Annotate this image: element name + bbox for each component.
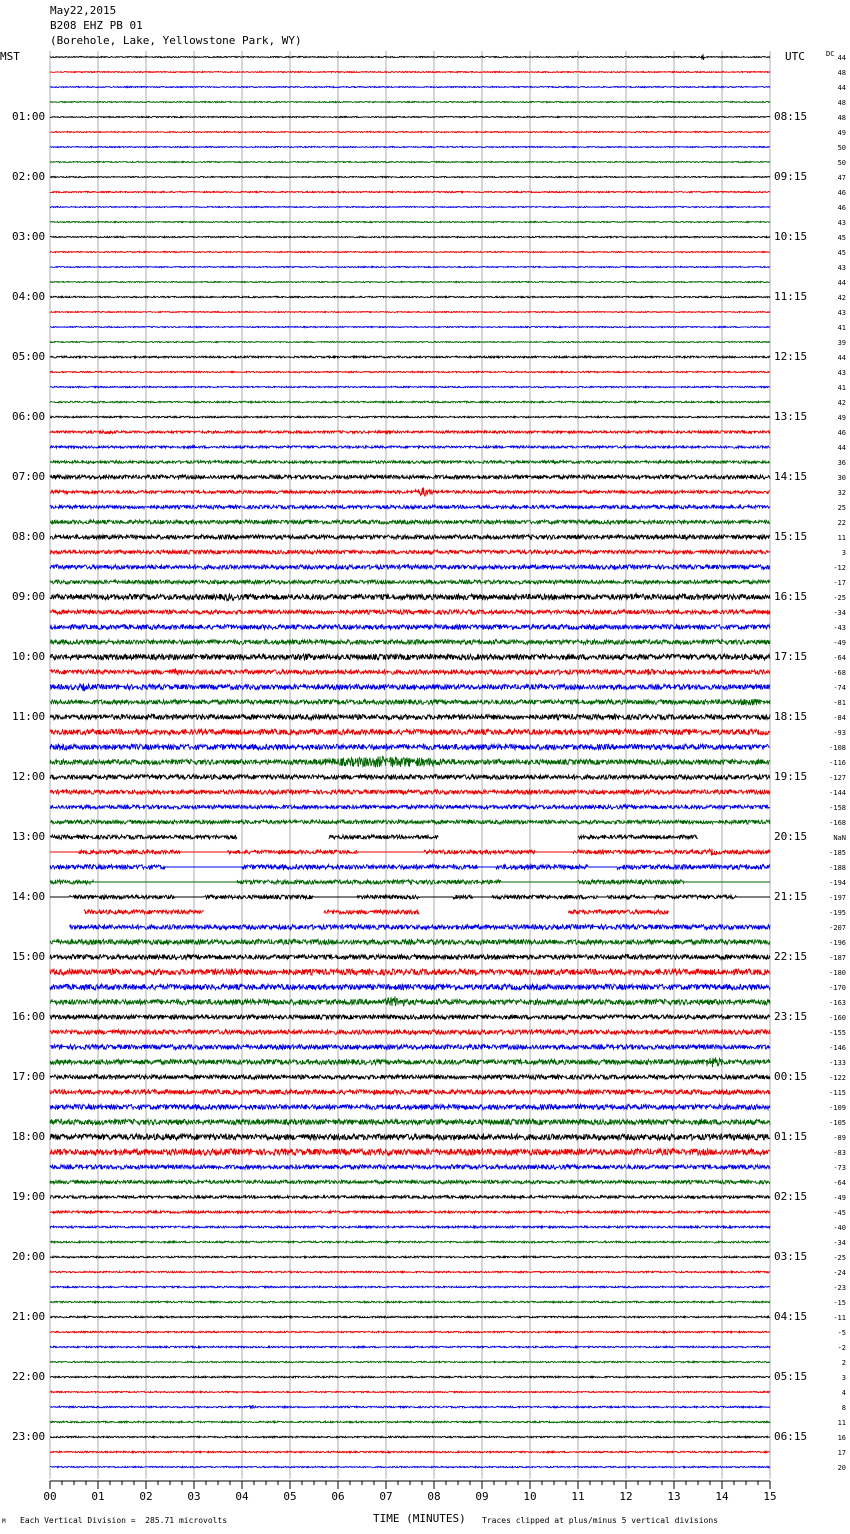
x-tick-label: 07 [379,1490,393,1503]
trace-row-27 [50,461,770,464]
left-hour-label: 18:00 [12,1130,46,1143]
x-tick-label: 05 [283,1490,297,1503]
dc-offset-label: 11 [837,534,846,542]
dc-offset-label: 46 [837,204,846,212]
trace-row-93 [50,1451,770,1453]
trace-row-31 [50,520,770,524]
trace-row-66 [50,1045,770,1050]
dc-offset-label: 44 [837,84,846,92]
trace-row-48 [50,775,770,780]
dc-offset-label: 50 [837,159,846,167]
dc-offset-label: 43 [837,219,846,227]
trace-row-18 [50,326,770,327]
right-hour-label: 15:15 [774,530,808,543]
trace-row-80 [50,1256,770,1258]
dc-offset-label: -84 [833,714,846,722]
dc-offset-label: 41 [837,384,846,392]
dc-offset-label: -168 [829,819,846,827]
right-hour-label: 16:15 [774,590,808,603]
dc-offset-label: 43 [837,264,846,272]
trace-row-20 [50,356,770,358]
dc-label: DC [826,50,835,58]
right-hour-label: 02:15 [774,1190,808,1203]
scale-note: Each Vertical Division = 285.71 microvolts [20,1516,228,1525]
trace-row-44 [50,714,770,719]
dc-offset-label: -34 [833,609,846,617]
dc-offset-label: -12 [833,564,846,572]
dc-offset-label: -163 [829,999,846,1007]
trace-row-90 [50,1405,770,1408]
trace-row-0 [50,55,770,60]
dc-offset-label: -146 [829,1044,846,1052]
trace-row-58 [70,925,771,930]
dc-offset-label: -108 [829,744,846,752]
dc-offset-label: -197 [829,894,846,902]
trace-row-29 [50,487,770,496]
dc-offset-label: -188 [829,864,846,872]
left-hour-label: 05:00 [12,350,46,363]
dc-offset-label: 22 [837,519,846,527]
dc-offset-label: 41 [837,324,846,332]
trace-row-61 [50,968,770,975]
clip-note: Traces clipped at plus/minus 5 vertical divisions [482,1516,719,1525]
trace-row-70 [50,1104,770,1109]
x-tick-label: 03 [187,1490,201,1503]
dc-offset-label: 20 [837,1464,846,1472]
trace-row-88 [50,1376,770,1378]
dc-offset-label: -23 [833,1284,846,1292]
left-hour-label: 17:00 [12,1070,46,1083]
x-tick-label: 08 [427,1490,441,1503]
trace-row-33 [50,550,770,554]
trace-row-65 [50,1030,770,1035]
dc-offset-label: -170 [829,984,846,992]
dc-offset-label: -115 [829,1089,846,1097]
trace-row-79 [50,1241,770,1243]
dc-offset-label: -43 [833,624,846,632]
right-hour-label: 03:15 [774,1250,808,1263]
x-tick-label: 15 [763,1490,777,1503]
dc-offset-label: 2 [841,1359,846,1367]
left-hour-label: 04:00 [12,290,46,303]
dc-offset-label: -180 [829,969,846,977]
trace-row-71 [50,1119,770,1125]
trace-row-36 [50,593,770,600]
left-hour-label: 15:00 [12,950,46,963]
trace-row-78 [50,1226,770,1228]
left-hour-label: 02:00 [12,170,46,183]
trace-row-69 [50,1090,770,1095]
left-hour-label: 21:00 [12,1310,46,1323]
trace-row-35 [50,580,770,584]
trace-row-84 [50,1316,770,1318]
dc-offset-label: 46 [837,189,846,197]
trace-row-56 [50,895,770,899]
dc-offset-label: -194 [829,879,846,887]
trace-row-86 [50,1346,770,1348]
dc-offset-label: 45 [837,249,846,257]
trace-row-30 [50,505,770,509]
trace-row-40 [50,654,770,661]
trace-row-45 [50,729,770,735]
trace-row-13 [50,251,770,252]
dc-offset-label: 30 [837,474,846,482]
dc-offset-label: 46 [837,429,846,437]
trace-row-73 [50,1149,770,1155]
dc-offset-label: -49 [833,1194,846,1202]
left-hour-label: 19:00 [12,1190,46,1203]
trace-row-68 [50,1075,770,1079]
dc-offset-label: -81 [833,699,846,707]
header-station: B208 EHZ PB 01 [50,19,143,32]
trace-row-6 [50,146,770,147]
dc-offset-label: -105 [829,1119,846,1127]
trace-row-49 [50,790,770,794]
trace-row-39 [50,640,770,645]
right-hour-label: 05:15 [774,1370,808,1383]
dc-offset-label: -83 [833,1149,846,1157]
trace-row-46 [50,744,770,750]
right-hour-label: 21:15 [774,890,808,903]
dc-offset-label: -5 [837,1329,846,1337]
dc-offset-label: 4 [841,1389,846,1397]
right-hour-label: 06:15 [774,1430,808,1443]
trace-row-21 [50,371,770,372]
right-hour-label: 18:15 [774,710,808,723]
dc-offset-label: -45 [833,1209,846,1217]
left-hour-label: 03:00 [12,230,46,243]
dc-offset-label: -17 [833,579,846,587]
dc-offset-label: 49 [837,129,846,137]
left-hour-label: 09:00 [12,590,46,603]
dc-offset-label: -25 [833,594,846,602]
trace-row-62 [50,984,770,990]
trace-row-83 [50,1301,770,1303]
right-hour-label: 01:15 [774,1130,808,1143]
x-tick-label: 01 [91,1490,105,1503]
dc-offset-label: -116 [829,759,846,767]
dc-offset-label: 44 [837,354,846,362]
right-hour-label: 19:15 [774,770,808,783]
trace-row-60 [50,955,770,960]
trace-layer [50,55,770,1468]
trace-row-75 [50,1180,770,1184]
left-hour-label: 10:00 [12,650,46,663]
dc-offset-label: -68 [833,669,846,677]
trace-row-91 [50,1421,770,1423]
trace-row-2 [50,86,770,87]
dc-offset-label: 3 [841,549,846,557]
dc-offset-label: 47 [837,174,846,182]
dc-offset-label: -187 [829,954,846,962]
dc-offset-label: -34 [833,1239,846,1247]
right-timezone-label: UTC [785,50,805,63]
dc-offset-label: 48 [837,69,846,77]
left-hour-label: 22:00 [12,1370,46,1383]
dc-offset-label: -185 [829,849,846,857]
x-tick-label: 00 [43,1490,57,1503]
right-hour-label: 09:15 [774,170,808,183]
trace-row-50 [50,805,770,809]
dc-offset-label: -127 [829,774,846,782]
left-timezone-label: MST [0,50,20,63]
trace-row-11 [50,221,770,222]
right-hour-label: 13:15 [774,410,808,423]
trace-row-52 [50,835,698,839]
x-tick-label: 13 [667,1490,681,1503]
dc-offset-label: -64 [833,1179,846,1187]
dc-offset-label: -89 [833,1134,846,1142]
right-hour-label: 12:15 [774,350,808,363]
header-date: May22,2015 [50,4,117,17]
dc-offset-label: 49 [837,414,846,422]
dc-offset-label: -40 [833,1224,846,1232]
trace-row-7 [50,161,770,162]
left-hour-label: 20:00 [12,1250,46,1263]
dc-offset-label: 42 [837,399,846,407]
trace-row-57 [84,910,669,914]
dc-offset-label: -207 [829,924,846,932]
dc-offset-label: 11 [837,1419,846,1427]
right-hour-label: 00:15 [774,1070,808,1083]
x-axis [43,1481,776,1503]
right-hour-label: 04:15 [774,1310,808,1323]
trace-row-72 [50,1134,770,1140]
x-tick-label: 02 [139,1490,153,1503]
trace-row-81 [50,1271,770,1273]
dc-offset-label: 17 [837,1449,846,1457]
dc-offset-label: 36 [837,459,846,467]
dc-offset-label: -93 [833,729,846,737]
trace-row-1 [50,71,770,72]
trace-row-32 [50,535,770,539]
dc-offset-label: -158 [829,804,846,812]
trace-row-67 [50,1057,770,1067]
dc-offset-label: -25 [833,1254,846,1262]
left-hour-label: 13:00 [12,830,46,843]
x-tick-label: 12 [619,1490,633,1503]
trace-row-15 [50,281,770,282]
x-tick-label: 14 [715,1490,729,1503]
left-hour-label: 12:00 [12,770,46,783]
trace-row-89 [50,1391,770,1392]
right-hour-label: 10:15 [774,230,808,243]
trace-row-54 [50,865,770,870]
dc-offset-label: -122 [829,1074,846,1082]
trace-row-77 [50,1211,770,1213]
trace-row-4 [50,116,770,117]
left-hour-label: 08:00 [12,530,46,543]
dc-offset-label: 39 [837,339,846,347]
trace-row-12 [50,236,770,237]
dc-offset-label: -144 [829,789,846,797]
left-hour-label: 07:00 [12,470,46,483]
trace-row-63 [50,996,770,1006]
dc-offset-label: 44 [837,444,846,452]
dc-offset-label: -109 [829,1104,846,1112]
trace-row-22 [50,386,770,387]
trace-row-47 [50,756,770,767]
right-hour-label: 08:15 [774,110,808,123]
trace-row-14 [50,266,770,267]
trace-row-9 [50,191,770,192]
trace-row-82 [50,1286,770,1288]
trace-row-92 [50,1436,770,1438]
trace-row-74 [50,1165,770,1169]
trace-row-55 [50,880,770,884]
dc-offset-label: -15 [833,1299,846,1307]
trace-row-25 [50,430,770,433]
dc-offset-label: -64 [833,654,846,662]
trace-row-85 [50,1331,770,1333]
dc-offset-label: 42 [837,294,846,302]
dc-offset-label: -24 [833,1269,846,1277]
x-tick-label: 06 [331,1490,345,1503]
dc-offset-label: 25 [837,504,846,512]
trace-row-42 [50,684,770,691]
dc-offset-label: 16 [837,1434,846,1442]
left-hour-label: 11:00 [12,710,46,723]
trace-row-19 [50,341,770,342]
corner-mark: M [2,1518,6,1525]
trace-row-64 [50,1015,770,1019]
trace-row-53 [50,849,770,856]
dc-offset-label: -133 [829,1059,846,1067]
trace-row-28 [50,475,770,479]
trace-row-34 [50,565,770,569]
dc-offset-label: -160 [829,1014,846,1022]
left-hour-label: 06:00 [12,410,46,423]
trace-row-37 [50,610,770,614]
dc-offset-label: -74 [833,684,846,692]
dc-offset-label: -73 [833,1164,846,1172]
left-hour-label: 01:00 [12,110,46,123]
trace-row-17 [50,311,770,312]
trace-row-87 [50,1361,770,1362]
trace-row-51 [50,820,770,824]
right-hour-label: 22:15 [774,950,808,963]
dc-offset-label: 50 [837,144,846,152]
dc-offset-label: -2 [837,1344,846,1352]
trace-row-26 [50,446,770,448]
left-hour-label: 14:00 [12,890,46,903]
trace-row-5 [50,131,770,132]
dc-offset-label: 44 [837,54,846,62]
trace-row-10 [50,206,770,207]
dc-offset-label: -195 [829,909,846,917]
dc-offset-label: 45 [837,234,846,242]
trace-row-16 [50,296,770,297]
trace-row-43 [50,699,770,706]
x-axis-title: TIME (MINUTES) [373,1512,466,1525]
dc-offset-label: -196 [829,939,846,947]
dc-offset-label: NaN [833,834,846,842]
left-hour-label: 16:00 [12,1010,46,1023]
right-hour-label: 20:15 [774,830,808,843]
dc-offset-label: 8 [841,1404,846,1412]
dc-offset-label: 48 [837,114,846,122]
dc-offset-label: 43 [837,309,846,317]
trace-row-94 [50,1466,770,1467]
trace-row-3 [50,101,770,102]
dc-offset-label: -155 [829,1029,846,1037]
trace-row-24 [50,416,770,418]
x-tick-label: 10 [523,1490,537,1503]
x-tick-label: 04 [235,1490,249,1503]
dc-offset-label: 48 [837,99,846,107]
trace-row-59 [50,939,770,944]
trace-row-76 [50,1196,770,1199]
right-hour-label: 11:15 [774,290,808,303]
right-hour-label: 14:15 [774,470,808,483]
trace-row-23 [50,401,770,403]
right-hour-label: 17:15 [774,650,808,663]
trace-row-8 [50,176,770,177]
dc-offset-label: 3 [841,1374,846,1382]
trace-row-41 [50,668,770,675]
trace-row-38 [50,625,770,630]
x-tick-label: 11 [571,1490,585,1503]
right-hour-label: 23:15 [774,1010,808,1023]
dc-offset-label: 43 [837,369,846,377]
dc-offset-label: -49 [833,639,846,647]
header-location: (Borehole, Lake, Yellowstone Park, WY) [50,34,302,47]
left-hour-label: 23:00 [12,1430,46,1443]
x-tick-label: 09 [475,1490,489,1503]
dc-offset-label: 32 [837,489,846,497]
dc-offset-label: 44 [837,279,846,287]
dc-offset-label: -11 [833,1314,846,1322]
